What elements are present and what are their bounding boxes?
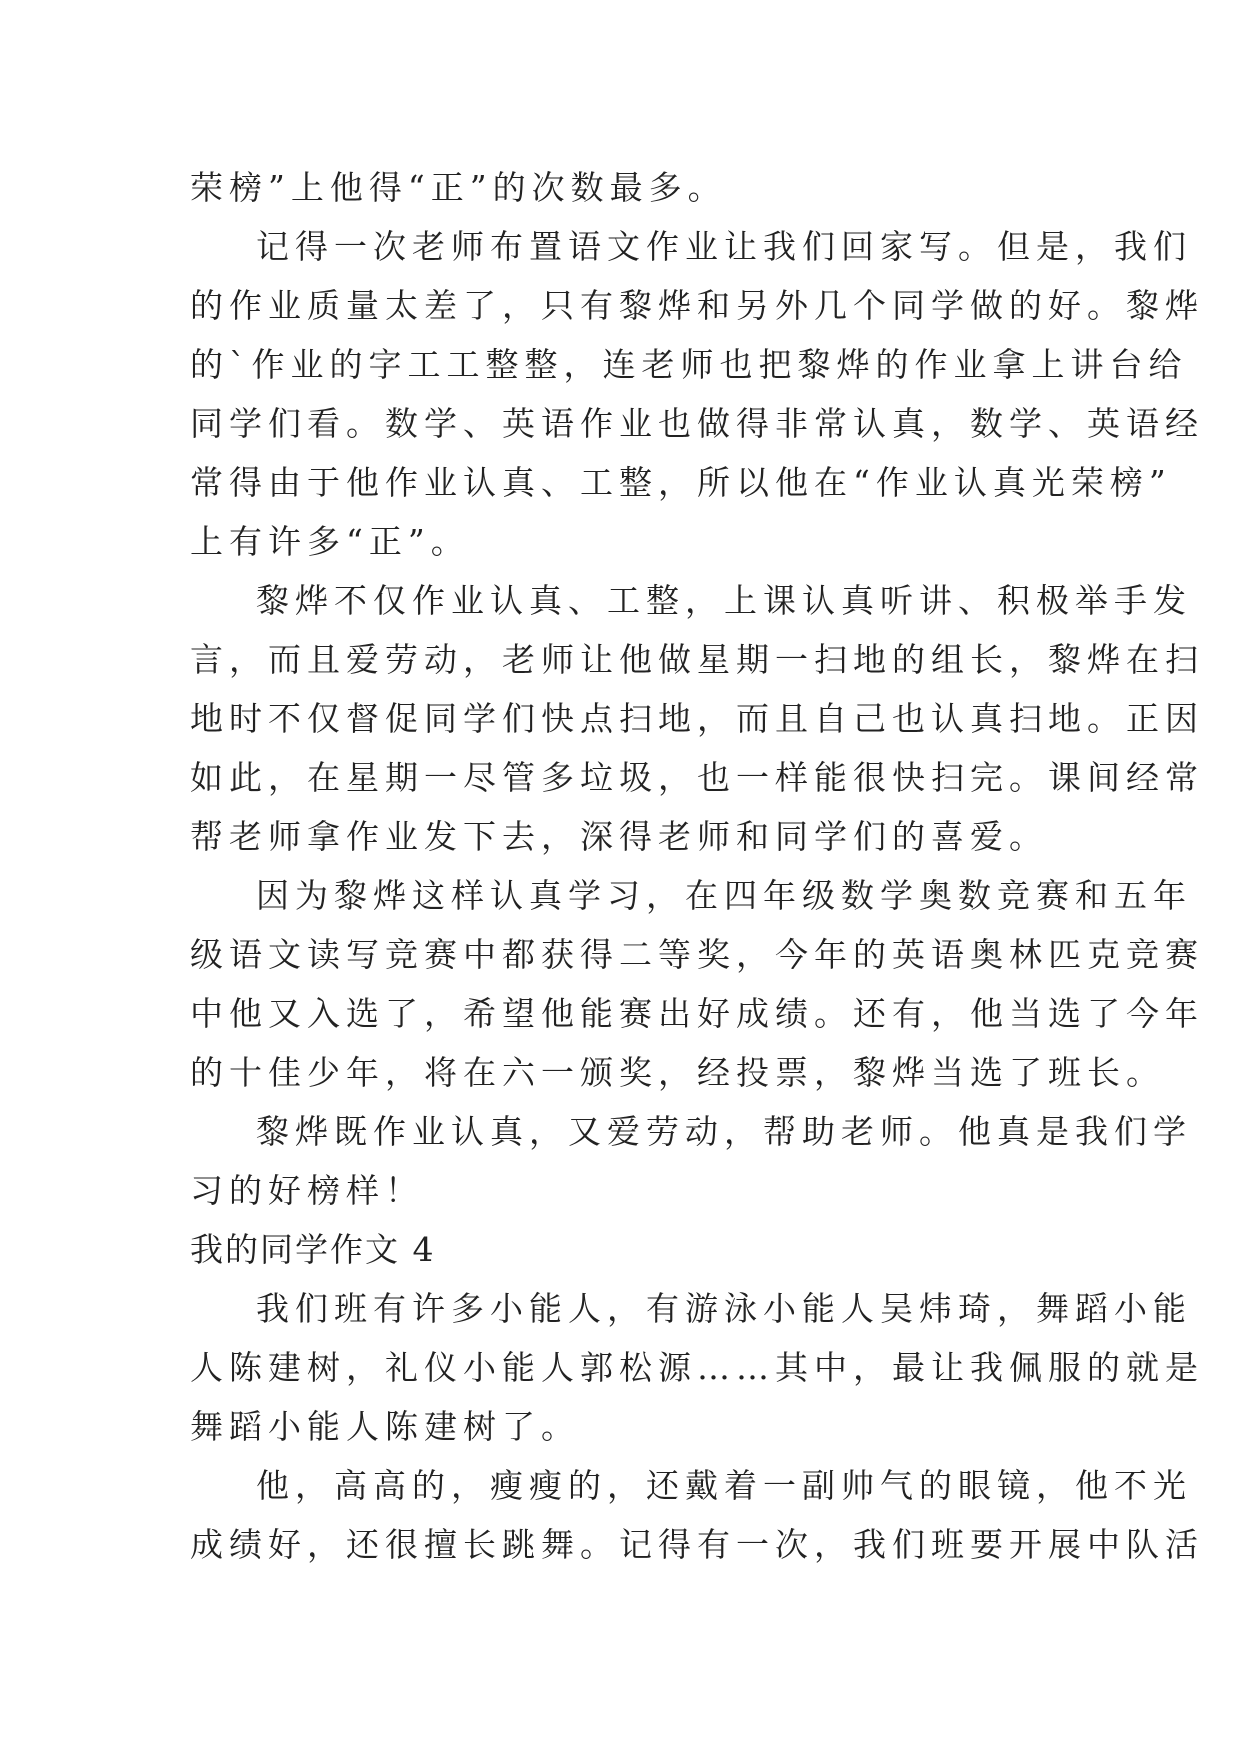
- text-line: 人陈建树，礼仪小能人郭松源……其中，最让我佩服的就是: [190, 1348, 1204, 1387]
- text-line: 言，而且爱劳动，老师让他做星期一扫地的组长，黎烨在扫: [190, 640, 1204, 679]
- paragraph-start-line: 黎烨不仅作业认真、工整，上课认真听讲、积极举手发: [256, 581, 1192, 620]
- paragraph-start-line: 黎烨既作业认真，又爱劳动，帮助老师。他真是我们学: [256, 1112, 1192, 1151]
- paragraph-start-line: 他，高高的，瘦瘦的，还戴着一副帅气的眼镜，他不光: [256, 1466, 1192, 1505]
- text-line: 上有许多“正”。: [190, 522, 470, 561]
- text-line: 级语文读写竞赛中都获得二等奖，今年的英语奥林匹克竞赛: [190, 935, 1204, 974]
- text-line: 帮老师拿作业发下去，深得老师和同学们的喜爱。: [190, 817, 1048, 856]
- paragraph-start-line: 我们班有许多小能人，有游泳小能人吴炜琦，舞蹈小能: [256, 1289, 1192, 1328]
- text-line: 地时不仅督促同学们快点扫地，而且自己也认真扫地。正因: [190, 699, 1204, 738]
- text-line: 的`作业的字工工整整，连老师也把黎烨的作业拿上讲台给: [190, 345, 1188, 384]
- text-line: 习的好榜样！: [190, 1171, 424, 1210]
- document-page: [190, 158, 1204, 1574]
- text-line: 成绩好，还很擅长跳舞。记得有一次，我们班要开展中队活: [190, 1525, 1204, 1564]
- paragraph-start-line: 记得一次老师布置语文作业让我们回家写。但是，我们: [256, 227, 1192, 266]
- text-line: 同学们看。数学、英语作业也做得非常认真，数学、英语经: [190, 404, 1204, 443]
- section-title: 我的同学作文 4: [190, 1230, 436, 1269]
- text-line: 的十佳少年，将在六一颁奖，经投票，黎烨当选了班长。: [190, 1053, 1165, 1092]
- text-line: 的作业质量太差了，只有黎烨和另外几个同学做的好。黎烨: [190, 286, 1204, 325]
- text-line: 舞蹈小能人陈建树了。: [190, 1407, 580, 1446]
- text-line: 常得由于他作业认真、工整，所以他在“作业认真光荣榜”: [190, 463, 1172, 502]
- text-line: 如此，在星期一尽管多垃圾，也一样能很快扫完。课间经常: [190, 758, 1204, 797]
- text-line: 中他又入选了，希望他能赛出好成绩。还有，他当选了今年: [190, 994, 1204, 1033]
- text-line: 荣榜”上他得“正”的次数最多。: [190, 168, 727, 207]
- paragraph-start-line: 因为黎烨这样认真学习，在四年级数学奥数竞赛和五年: [256, 876, 1192, 915]
